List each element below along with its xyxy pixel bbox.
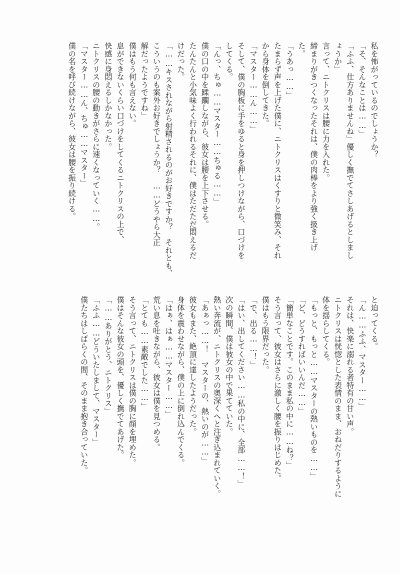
lower-text-block: と迫ってくる。 「ん……ふふ、マスター……」 それは、快楽に溺れる者特有の甘い声。 ニトクリスは恍惚とした表情のまま、おねだりするように 体を揺らしてくる。 「もっと、もっと……マスターの熱いものを……」 「ど、どうすればいいんだ……」 「簡単なことです。このまま私の中に……ね？」 そう言って、彼女はさらに激しく腰を振りはじめた。 僕はもう限界だった。 「で、出る……！」 「はい、出してください……私の中に、全部……！」 次の瞬間、僕は彼女の中で果てていた。 熱い奔流が、ニトクリスの奥深くへと注ぎ込まれていく。 「あぁっ……！ マスターの、熱いのが……」 彼女もまた、絶頂に達したようだった。 身体を震わせながら、僕の上に倒れ込んでくる。 「はぁ、はぁ……マスター……」 荒い息を吐きながら、彼女は僕を見つめる。 「とても……素敵でした……」 そう言って、ニトクリスは僕の胸に顔を埋めた。 僕はそんな彼女の頭を、優しく撫でてあげた。 「……ありがとう、ニトクリス」 「ふふ……どういたしまして、マスター」 僕たちはしばらくの間、そのまま抱き合っていた。 — [79, 296, 379, 498]
upper-text-block: 私を怖がっているのでしょうか？ 「そ、そんなことは……」 「ふふ、仕方ありませんね」優しく撫でてさしあげるとしまし ょうか」 言って、ニトクリスは腰に力を入れた。 締まりがきつくなったそれは、僕の肉棒をより強く扱き上げ た。 「うあっ……」 たまらず声を上げた僕に、ニトクリスはくすりと微笑み、それ から身体を倒してきた。 「マスター……ん……」 そして、僕の胸板に手をゆると身を押しつけながら、口づけを してくる。 「んっ、ちゅ……マスター……ちゅる……」 僕の口の中を蹂躙しながら、彼女は腰を上下させる。 たんたんと小気味よく行われるそれに、僕はただただ悶えるだ けだった。 「……キスされながら射精されるのがお好きですか？ それとも、 こういうのも案外お好きでしょうか？ ……どうやら大正 解だったようですね」 僕はもう何も言えない。 息ができないくらい口づけをしてくるニトクリスの上で、 快感に身悶えるしかなかった。 ニトクリスの腰の動きがさらに速くなっていく……。 「マスター……ん、ちゅ……マスター」 僕の名を呼び続けながら、彼女は腰を振り続ける。 — [67, 42, 379, 278]
